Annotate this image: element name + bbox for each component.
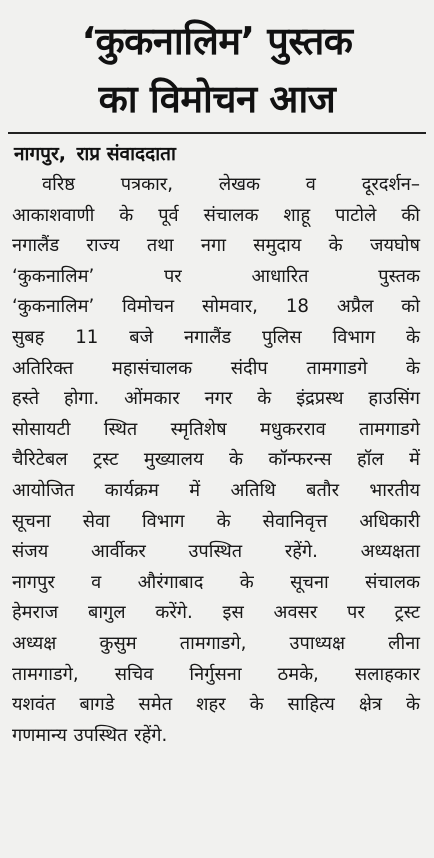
headline xyxy=(0,0,434,128)
dateline xyxy=(14,142,434,166)
article-line: अध्यक्ष कुसुम तामगाडगे, उपाध्यक्ष लीना xyxy=(12,632,420,654)
article-line: गणमान्य उपस्थित रहेंगे. xyxy=(12,724,168,746)
article-line: यशवंत बागडे समेत शहर के साहित्य क्षेत्र के xyxy=(12,694,420,716)
article-line: हेमराज बागुल करेंगे. इस अवसर पर ट्रस्ट xyxy=(12,602,420,624)
article-line: संजय आर्वीकर उपस्थित रहेंगे. अध्यक्षता xyxy=(12,541,420,563)
article-line: अतिरिक्त महासंचालक संदीप तामगाडगे के xyxy=(12,357,420,379)
headline-line-2: का विमोचन आज xyxy=(98,77,336,121)
article-line: हस्ते होगा. ओंमकार नगर के इंद्रप्रस्थ हाउसिंग xyxy=(12,388,420,410)
dateline-byline: राप्र संवाददाता xyxy=(76,143,176,165)
article-line: आकाशवाणी के पूर्व संचालक शाहू पाटोले की xyxy=(12,204,420,226)
article-line: चैरिटेबल ट्रस्ट मुख्यालय के कॉन्फरन्स हॉल में xyxy=(12,449,420,471)
article-line: वरिष्ठ पत्रकार, लेखक व दूरदर्शन– xyxy=(42,174,420,195)
article-line: आयोजित कार्यक्रम में अतिथि बतौर भारतीय xyxy=(12,479,420,501)
article-line: सुबह 11 बजे नगालैंड पुलिस विभाग के xyxy=(12,326,420,348)
article-line: सूचना सेवा विभाग के सेवानिवृत्त अधिकारी xyxy=(12,510,420,532)
article-body xyxy=(12,170,420,751)
dateline-city: नागपुर, xyxy=(14,143,66,165)
article-line: सोसायटी स्थित स्मृतिशेष मधुकरराव तामगाडगे xyxy=(12,418,420,440)
article-line: नागपुर व औरंगाबाद के सूचना संचालक xyxy=(12,571,420,593)
article-line: ‘कुकनालिम’ विमोचन सोमवार, 18 अप्रैल को xyxy=(12,296,420,318)
article-line: नगालैंड राज्य तथा नगा समुदाय के जयघोष xyxy=(12,235,420,257)
headline-divider xyxy=(8,132,426,134)
article-line: ‘कुकनालिम’ पर आधारित पुस्तक xyxy=(12,265,420,287)
article-line: तामगाडगे, सचिव निर्गुसना ठमके, सलाहकार xyxy=(12,663,420,685)
headline-line-1: ‘कुकनालिम’ पुस्तक xyxy=(81,19,353,63)
